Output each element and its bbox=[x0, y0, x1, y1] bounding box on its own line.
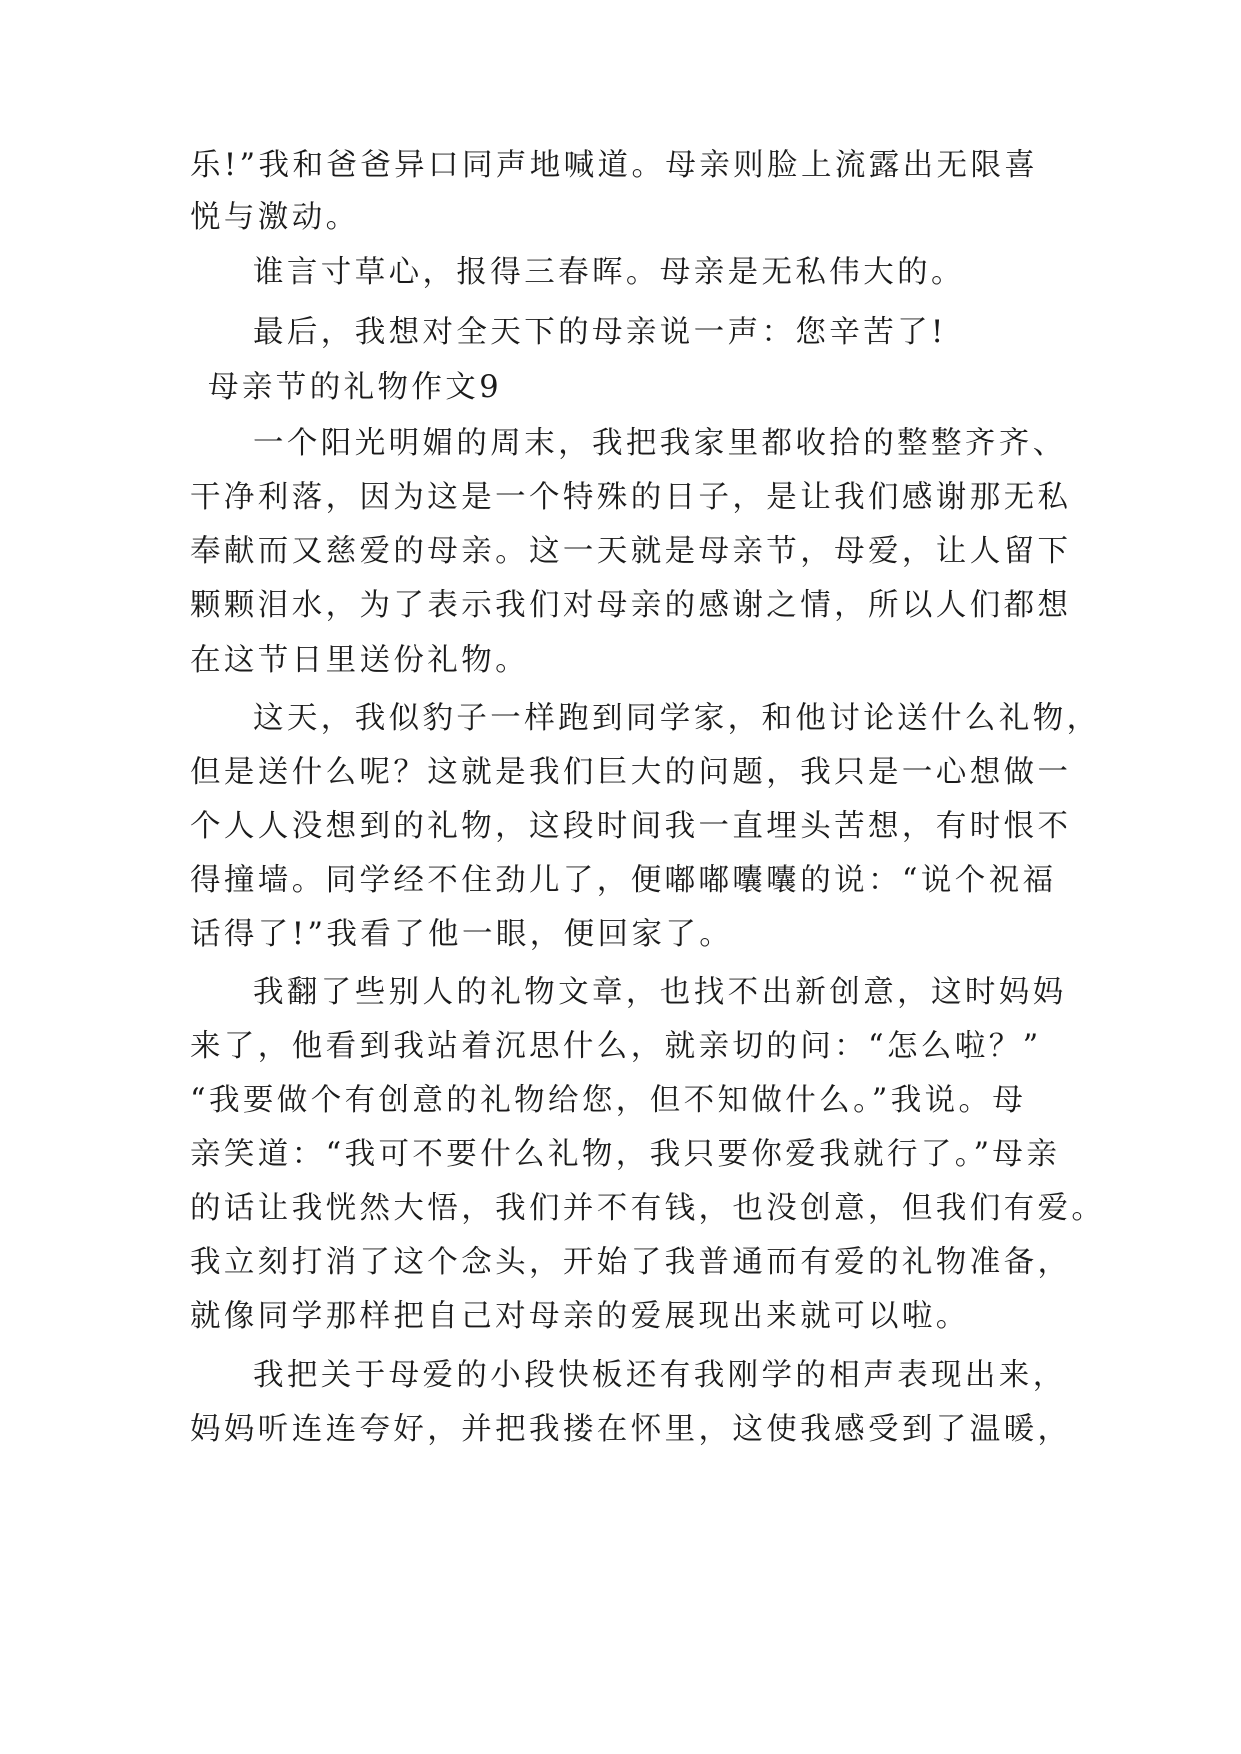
text-line: 我翻了些别人的礼物文章，也找不出新创意，这时妈妈 bbox=[253, 975, 1067, 1010]
text-line: 来了，他看到我站着沉思什么，就亲切的问：“怎么啦？” bbox=[190, 1029, 1042, 1064]
text-line: 干净利落，因为这是一个特殊的日子，是让我们感谢那无私 bbox=[190, 480, 1072, 515]
text-line: 谁言寸草心，报得三春晖。母亲是无私伟大的。 bbox=[253, 255, 965, 290]
text-line: 妈妈听连连夸好，并把我搂在怀里，这使我感受到了温暖， bbox=[190, 1412, 1072, 1447]
text-line: 这天，我似豹子一样跑到同学家，和他讨论送什么礼物， bbox=[253, 701, 1101, 736]
text-line: 奉献而又慈爱的母亲。这一天就是母亲节，母爱，让人留下 bbox=[190, 534, 1072, 569]
text-line: 得撞墙。同学经不住劲儿了，便嘟嘟囔囔的说：“说个祝福 bbox=[190, 863, 1057, 898]
text-line: 悦与激动。 bbox=[190, 200, 360, 235]
text-line: 一个阳光明媚的周末，我把我家里都收拾的整整齐齐、 bbox=[253, 426, 1067, 461]
text-line: 最后，我想对全天下的母亲说一声：您辛苦了! bbox=[253, 315, 947, 350]
text-line: 但是送什么呢？这就是我们巨大的问题，我只是一心想做一 bbox=[190, 755, 1072, 790]
text-line: 的话让我恍然大悟，我们并不有钱，也没创意，但我们有爱。 bbox=[190, 1191, 1106, 1226]
text-line: 我立刻打消了这个念头，开始了我普通而有爱的礼物准备， bbox=[190, 1245, 1072, 1280]
text-line: 个人人没想到的礼物，这段时间我一直埋头苦想，有时恨不 bbox=[190, 809, 1072, 844]
text-line: 话得了!”我看了他一眼，便回家了。 bbox=[190, 917, 734, 952]
text-line: 亲笑道：“我可不要什么礼物，我只要你爱我就行了。”母亲 bbox=[190, 1137, 1061, 1172]
text-line: 在这节日里送份礼物。 bbox=[190, 643, 529, 678]
section-heading: 母亲节的礼物作文9 bbox=[208, 370, 503, 405]
text-line: 乐!”我和爸爸异口同声地喊道。母亲则脸上流露出无限喜 bbox=[190, 148, 1039, 183]
text-line: “我要做个有创意的礼物给您，但不知做什么。”我说。母 bbox=[190, 1083, 1027, 1118]
text-line: 我把关于母爱的小段快板还有我刚学的相声表现出来， bbox=[253, 1358, 1067, 1393]
text-line: 颗颗泪水，为了表示我们对母亲的感谢之情，所以人们都想 bbox=[190, 588, 1072, 623]
text-line: 就像同学那样把自己对母亲的爱展现出来就可以啦。 bbox=[190, 1299, 970, 1334]
